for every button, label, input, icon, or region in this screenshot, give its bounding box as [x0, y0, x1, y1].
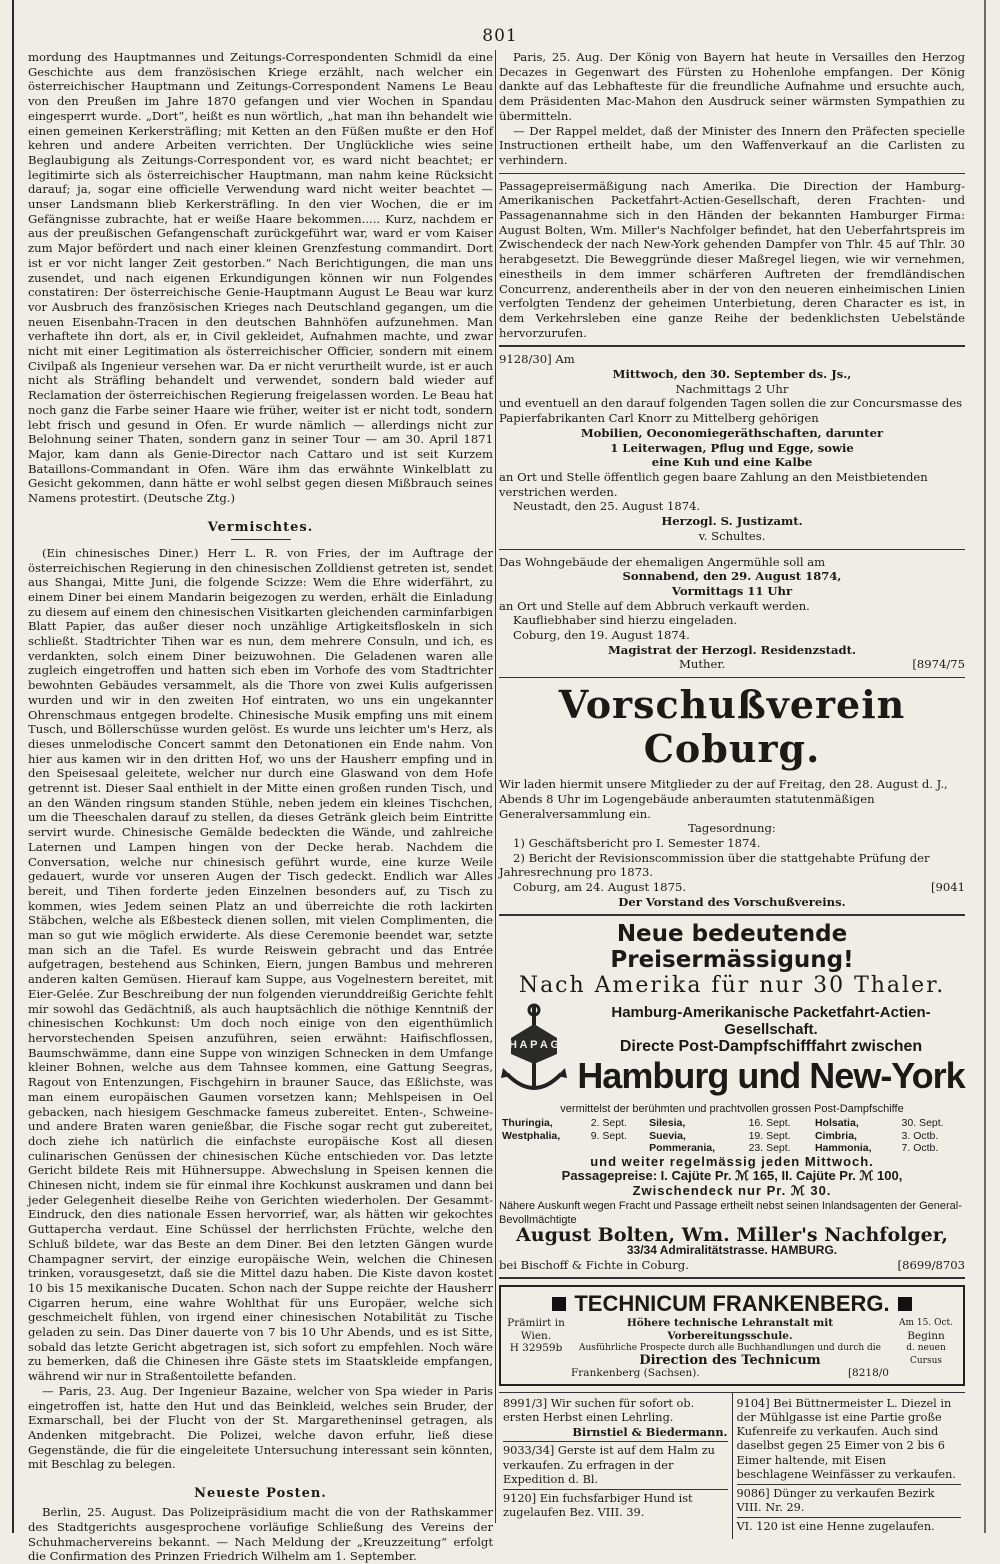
ad-angermuehle: [499, 555, 965, 673]
ad-hamburg-newyork: [499, 921, 965, 1272]
ad-name: v. Schultes.: [698, 528, 766, 543]
ship-name: Hammonia,: [814, 1142, 872, 1155]
divider: [231, 539, 291, 540]
ad-weekly: und weiter regelmässig jeden Mittwoch.: [590, 1153, 874, 1169]
ship-name: Thuringia,: [502, 1117, 553, 1130]
ad-agenda-item: 1) Geschäftsbericht pro I. Semester 1874.: [513, 835, 761, 850]
classified-text: 8991/3] Wir suchen für sofort ob. ersten Herbst einen Lehrling.: [503, 1396, 695, 1424]
ad-ref: [9041: [930, 880, 965, 895]
ship-date: 9. Sept.: [590, 1129, 627, 1142]
ad-vorschussverein: [499, 683, 965, 909]
ad-company: Hamburg-Amerikanische Packetfahrt-Actien-Gesellschaft.: [611, 1004, 931, 1039]
classified-text: 9086] Dünger zu verkaufen Bezirk VIII. Nr. 29.: [736, 1487, 935, 1515]
ad-direct: Directe Post-Dampfschifffahrt zwischen: [619, 1038, 923, 1056]
ad-agent: August Bolten, Wm. Miller's Nachfolger,: [516, 1224, 948, 1247]
ad-signature: Magistrat der Herzogl. Residenzstadt.: [607, 642, 857, 657]
ad-ref: [8699/8703: [897, 1257, 965, 1272]
ship-date: 16. Sept.: [748, 1117, 791, 1130]
ad-direction: Direction des Technicum: [639, 1352, 821, 1368]
schedule-row: [499, 1130, 965, 1143]
ad-technicum: [499, 1285, 965, 1386]
block-ornament-icon: [898, 1297, 912, 1311]
ad-title: TECHNICUM FRANKENBERG.: [574, 1291, 890, 1317]
ad-price: Passagepreise: I. Cajüte Pr. ℳ 165, II. Cajüte Pr. ℳ 100,: [561, 1168, 903, 1184]
ship-date: 30. Sept.: [901, 1117, 944, 1130]
classified-text: VI. 120 ist eine Henne zugelaufen.: [736, 1520, 935, 1534]
schedule-row: [499, 1117, 965, 1130]
classified-text: 9033/34] Gerste ist auf dem Halm zu verkaufen. Zu erfragen in der Expedition d. Bl.: [503, 1444, 715, 1486]
ad-route: Hamburg und New-York: [577, 1055, 965, 1097]
ad-start-date: Am 15. Oct.: [899, 1318, 953, 1329]
ship-date: 19. Sept.: [748, 1129, 791, 1142]
ad-ref: H 32959b: [509, 1342, 563, 1355]
ad-subtitle: Höhere technische Lehranstalt mit Vorbereitungsschule.: [626, 1317, 834, 1342]
anchor-logo-icon: [499, 1002, 569, 1098]
section-heading-neueste-posten: Neueste Posten.: [194, 1486, 327, 1502]
ad-time: Nachmittags 2 Uhr: [675, 381, 789, 396]
ad-ref: [8974/75: [912, 657, 965, 672]
ad-via: vermittelst der berühmten und prachtvollen grossen Post-Dampfschiffe: [560, 1103, 904, 1116]
right-column: [499, 50, 965, 1534]
ad-local-agent: bei Bischoff & Fichte in Coburg.: [499, 1257, 689, 1272]
ship-date: 3. Octb.: [901, 1129, 939, 1142]
article-le-beau: mordung des Hauptmannes und Zeitungs-Correspondenten Schmidl da eine Geschichte aus dem französischen Kriege erzählt, nach welcher ein österreichischer Hauptmann und Zeitungs-Correspondent Namens Le Beau von den Preußen im Jahre 1870 gefangen und vier Wochen in Spandau eingesperrt wurde. „Dort“, heißt es nun wörtlich, „hat man ihn behandelt wie einen gemeinen Kerkersträfling; mit Ketten an den Füßen mußte er den Hof kehren und andere Arbeiten verrichten. Der Unglückliche wies seine Beglaubigung als Zeitungs-Correspondent vor, es ward nicht beachtet; er legitimirte sich als österreichischer Hauptmann, man nahm keine Rücksicht darauf; ja, sogar eine officielle Verwendung ward nicht weiter beachtet — unser Landsmann blieb Kerkersträfling. In den vier Wochen, die er im Gefängnisse zubrachte, hat er weiße Haare bekommen..... Kurz, nachdem er aus der preußischen Gefangenschaft zurückgeführt war, ward er vom Kaiser zum Major befördert und nach einer kleinen Grenzfestung commandirt. Dort ist er vor nicht langer Zeit gestorben.“ Nach Berichtigungen, die man uns zusendet, und nach eigenen Erkundigungen können wir nun Folgendes constatiren: Der österreichische Genie-Hauptmann August Le Beau war kurz vor Ausbruch des französischen Krieges nach Deutschland gegangen, um die neuen Eisenbahn-Tracen in den deutschen Bahnhöfen aufzunehmen. Man verhaftete ihn dort, als er, in Civil gekleidet, Aufnahmen machte, und zwar nicht mit einer Legitimation als österreichischer Officier, sondern mit einem Civilpaß als Ingenieur versehen war. Da er nicht verurtheilt wurde, ist er auch nicht als Sträfling behandelt und verwendet, sondern bald wieder auf Reclamation der österreichischen Regierung freigelassen worden. Le Beau hat noch ganz die Farbe seiner Haare wie früher, weiter ist er nicht todt, sondern lebt frisch und gesund in Ofen. Er wurde nämlich — allerdings nicht zur Belohnung seiner Thaten, sondern ganz in seiner Tour — am 30. April 1871 Major, kam dann als Genie-Director nach Cattaro und ist seit Kurzem Bataillons-Commandant in Ofen. Wäre ihm das erwähnte Winkelblatt zu Gesicht gekommen, dann hätte er wohl selbst gegen diesen Mißbrauch seines Namens protestirt. (Deutsche Ztg.): [28, 50, 493, 506]
ad-start-label: Beginn: [907, 1329, 945, 1342]
ad-subheadline: Nach Amerika für nur 30 Thaler.: [518, 973, 946, 999]
ad-title: Vorschußverein Coburg.: [558, 682, 906, 772]
ship-name: Suevia,: [649, 1129, 686, 1142]
classified-text: 9120] Ein fuchsfarbiger Hund ist zugelaufen Bez. VIII. 39.: [503, 1492, 693, 1520]
ship-name: Holsatia,: [814, 1117, 859, 1130]
page-edge-left: [12, 0, 14, 1533]
ad-signature: Der Vorstand des Vorschußvereins.: [618, 894, 846, 909]
ad-zwischendeck: Zwischendeck nur Pr. ℳ 30.: [632, 1183, 832, 1199]
ad-address: 33/34 Admiralitätstrasse. HAMBURG.: [626, 1242, 838, 1257]
divider: [499, 914, 965, 916]
section-heading-vermischtes: Vermischtes.: [207, 519, 314, 535]
ad-name: Muther.: [679, 657, 726, 672]
ship-name: [499, 1142, 588, 1155]
article-paris-bazaine: — Paris, 23. Aug. Der Ingenieur Bazaine, welcher von Spa wieder in Paris eingetroffen ist, hatte den Hut und das Beinkleid, welches sein Bruder, der Exmarschall, bei der Flucht von der St. Margaretheninsel getragen, als Andenken mitgebracht. Die Polizei, welche davon erfuhr, ließ diese Gegenstände, die für die eingeleitete Untersuchung interessant sein könnten, mit Beschlag zu belegen.: [28, 1383, 493, 1472]
logo-text: H A P A G: [508, 1039, 560, 1052]
divider: [499, 173, 965, 174]
classified-ads: [499, 1392, 965, 1539]
ship-name: Cimbria,: [814, 1129, 857, 1142]
schedule-row: [499, 1142, 965, 1155]
notice-passage-price: Passagepreisermäßigung nach Amerika. Die Direction der Hamburg-Amerikanischen Packetfahrt-Actien-Gesellschaft, deren Frachten- und Passagenannahme sich in den Händen der bekannten Hamburger Firma: August Bolten, Wm. Miller's Nachfolger befindet, hat den Ueberfahrtspreis im Zwischendeck der nach New-York gehenden Dampfer von Thlr. 45 auf Thlr. 30 herabgesetzt. Die Beweggründe dieser Maßregel liegen, wie wir vernehmen, einestheils in dem immer schärferen Auftreten der fremdländischen Concurrenz, anderentheils aber in der von den neueren einheimischen Linien verfolgten Tendenz der geheimen Unterbietung, deren Character es ist, in dem Verkehrsleben eine ganze Reihe der bedenklichsten Uebelstände hervorzurufen.: [499, 178, 965, 340]
ad-body: Das Wohngebäude der ehemaligen Angermühle soll am: [499, 554, 826, 569]
ship-date: [588, 1142, 646, 1155]
ad-body: Kaufliebhaber sind hierzu eingeladen.: [513, 613, 738, 628]
classified-ad: [737, 1485, 962, 1518]
ad-items: Mobilien, Oeconomiegeräthschaften, darunter: [580, 425, 884, 440]
ad-body: und eventuell an den darauf folgenden Tagen sollen die zur Concursmasse des Papierfabrikanten Carl Knorr zu Mittelberg gehörigen: [499, 396, 963, 426]
ad-body: an Ort und Stelle auf dem Abbruch verkauft werden.: [499, 598, 810, 613]
classified-ad: [503, 1490, 728, 1522]
ship-name: Westphalia,: [502, 1129, 561, 1142]
ad-time: Vormittags 11 Uhr: [671, 583, 793, 598]
classified-text: 9104] Bei Büttnermeister L. Diezel in der Mühlgasse ist eine Partie große Kufenreife zu verkaufen. Auch sind daselbst gegen 25 Eimer von 2 bis 6 Eimer haltende, mit Eisen beschlagene Weinfässer zu verkaufen.: [736, 1396, 956, 1481]
ad-body: Wir laden hiermit unsere Mitglieder zu der auf Freitag, den 28. August d. J., Abends 8 Uhr im Logengebäude anberaumten statutenmäßigen Generalversammlung ein.: [499, 777, 948, 821]
ad-body: an Ort und Stelle öffentlich gegen baare Zahlung an den Meistbietenden verstrichen werden.: [499, 469, 928, 499]
ad-place: Neustadt, den 25. August 1874.: [513, 499, 701, 514]
ad-items: 1 Leiterwagen, Pflug und Egge, sowie: [610, 440, 854, 455]
ship-date: 2. Sept.: [590, 1117, 627, 1130]
ship-date: 7. Octb.: [901, 1142, 939, 1155]
article-rappel: — Der Rappel meldet, daß der Minister des Innern den Präfecten specielle Instructionen ertheilt habe, um den Waffenverkauf an die Carlisten zu verhindern.: [499, 123, 965, 167]
ship-name: Pommerania,: [649, 1142, 716, 1155]
ship-date: 23. Sept.: [748, 1142, 791, 1155]
article-paris-king: Paris, 25. Aug. Der König von Bayern hat heute in Versailles den Herzog Decazes in Gegenwart des Fürsten zu Hohenlohe empfangen. Der König dankte auf das Lebhafteste für die freundliche Aufnahme und ersuchte auch, dem Präsidenten Mac-Mahon den Ausdruck seiner wärmsten Sympathien zu übermitteln.: [499, 50, 965, 123]
ad-agenda-title: Tagesordnung:: [688, 821, 776, 836]
left-column: [28, 50, 493, 1564]
classified-ad: [737, 1395, 962, 1485]
ad-ref: [8218/0: [847, 1367, 889, 1380]
divider: [499, 345, 965, 347]
page-edge-right: [984, 0, 986, 1533]
ad-agenda-item: 2) Bericht der Revisionscommission über die stattgehabte Prüfung der Jahresrechnung pro 1873.: [499, 850, 930, 880]
ad-award: Prämiirt in Wien.: [507, 1317, 565, 1342]
divider: [499, 677, 965, 678]
ad-date: Sonnabend, den 29. August 1874,: [622, 569, 842, 584]
ad-date: Mittwoch, den 30. September ds. Js.,: [612, 367, 852, 382]
ad-place: Frankenberg (Sachsen).: [571, 1367, 700, 1380]
classified-ad: [737, 1518, 962, 1536]
ad-signature: Herzogl. S. Justizamt.: [661, 514, 803, 529]
ad-headline: Neue bedeutende Preisermässigung!: [610, 921, 854, 974]
ad-prospect: Ausführliche Prospecte durch alle Buchhandlungen und durch die: [578, 1343, 882, 1354]
ad-place: Coburg, den 19. August 1874.: [513, 628, 690, 643]
ad-ref: 9128/30] Am: [499, 352, 575, 367]
page-number: 801: [482, 26, 518, 46]
ad-auction-knorr: [499, 352, 965, 543]
ad-place: Coburg, am 24. August 1875.: [513, 880, 687, 895]
article-berlin: Berlin, 25. August. Das Polizeipräsidium macht die von der Rathskammer des Stadtgerichts ausgesprochene vorläufige Schließung des Vereins der Schuhmachervereins bekannt. — Nach Meldung der „Kreuzzeitung“ erfolgt die Confirmation des Prinzen Friedrich Wilhelm am 1. September.: [28, 1505, 493, 1564]
article-chinese-dinner: (Ein chinesisches Diner.) Herr L. R. von Fries, der im Auftrage der österreichischen Regierung in den chinesischen Zolldienst getreten ist, sendet aus Shangai, Mitte Juni, die folgende Scizze: Wem die Ehre widerfährt, zu einem Diner bei einem Mandarin beigezogen zu werden, erhält die Einladung zu diesem auf einem den chinesischen Visitkarten gleichenden carminfarbigen Blatt Papier, das außer dieser noch unzählige Artigkeitsfloskeln in sich schließt. Stadtrichter Tihen war es nun, dem mehrere Consuln, und ich, es verdankten, solch einem Diner beizuwohnen. Die Geladenen waren alle zugleich eingetroffen und hatten sich eben im Vorhofe des vom Stadtrichter bewohnten Gebäudes versammelt, als die Thore von zwei Kulis aufgerissen wurden und wir in den zweiten Hof eintraten, wo uns ein ungekannter Ohrenschmaus entgegen brodelte. Chinesische Musik empfing uns mit einem Tusch, und Böllerschüsse wurden gelöst. Es wurde uns leichter um's Herz, als dieses unmelodische Concert sammt den Detonationen ein Ende nahm. Von hier aus kamen wir in den dritten Hof, wo uns der Hausherr empfing und in den Speisesaal geleitete, welcher nur durch eine Glaswand von dem Hofe getrennt ist. Dieser Saal enthielt in der Mitte einen großen runden Tisch, und an den Wänden ringsum standen Stühle, neben jedem ein kleines Tischchen, um die Theeschalen darauf zu stellen, da dieses Getränk gleich beim Eintritte servirt wurde. Chinesische Gemälde bedeckten die Wände, und zahlreiche Laternen und Lampen hingen von der Decke herab. Nachdem die Conversation, welche nur chinesisch geführt wurde, eine kurze Weile gedauert, wurde vor unseren Augen der Tisch gedeckt. Endlich war Alles bereit, und Tihen forderte jeden Einzelnen besonders auf, zu Tisch zu kommen, wies Jedem seinen Platz an und überreichte die roth lackirten Stäbchen, welche als Eßbesteck dienen sollen, mit vielen Complimenten, die man so gut wie möglich erwiderte. Als diese Ceremonie beendet war, setzte man sich an die Tafel. Es wurde Reiswein gebracht und das Entrée aufgetragen, bestehend aus Schinken, Eiern, jungen Bambus und mehreren anderen kalten Gemüsen. Hierauf kam Suppe, aus Vogelnestern bereitet, mit Eier-Gelée. Zur Beschreibung der nun folgenden vierunddreißig Gerichte fehlt mir sowohl das Gedächtniß, als auch hauptsächlich die nöthige Kenntniß der chinesischen Kochkunst: Um doch noch einige von den eigenthümlich hervorstechenden Speisen anzuführen, seien erwähnt: Haifischflossen, Baumschwämme, dann eine Suppe von winzigen Schnecken in dem Umfange kleiner Bohnen, welche aus dem Tahnsee kommen, eine Gattung Seegras, Ragout von Entenzungen, Fischgehirn in brauner Sauce, das Eßlichste, was man einem europäischen Gaumen vorsetzen kann; Mehlspeisen in Oel gebacken, nach hiesigem Geschmacke fameus zubereitet. Enten-, Schweine- und andere Braten waren genießbar, die Fische sogar recht gut zubereitet, doch ziehe ich natürlich die einfachste europäische Kost all diesen culinarischen Genüssen der chinesischen Küche entschieden vor. Das letzte Gericht bildete Reis mit Hühnersuppe. Abwechslung in Speisen kennen die Chinesen nicht, indem sie für einmal ihre Kochkunst auskramen und dann bei jeder Gelegenheit dieselbe Reihe von Gerichten wiederholen. Der Gesammt-Eindruck, den dies nationale Essen hervorrief, war, als hätten wir gekochtes Guttapercha verdaut. Eine Schüssel der herrlichsten Früchte, welche den Schluß bildete, war das Beste an dem Diner. Bei den letzten Gängen wurde Champagner servirt, der einzige europäische Wein, welchen die Chinesen trinken, vorausgesetzt, daß sie die Mittel dazu haben. Die Kiste davon kostet 10 bis 15 mexikanische Ducaten. Schon nach der Suppe reichte der Hausherr Cigarren herum, eine wahre Wohlthat für uns Europäer, welche sich geschmeichelt fühlen, von irgend einer chinesischen Notabilität zu Tische geladen zu sein. Das Diner dauerte von 7 bis 10 Uhr Abends, und es ist Sitte, sobald das letzte Gericht abgetragen ist, sich sofort zu empfehlen. Noch wäre zu bemerken, daß die Chinesen ihre Gäste stets im Staatskleide empfangen, während wir nur in Straßentoilette befanden.: [28, 545, 493, 1384]
classified-ad: [503, 1442, 728, 1490]
ad-items: eine Kuh und eine Kalbe: [651, 455, 813, 470]
ad-info: Nähere Auskunft wegen Fracht und Passage ertheilt nebst seinen Inlandsagenten der General-Bevollmächtigte: [499, 1199, 962, 1227]
ad-start-note: d. neuen Cursus: [906, 1343, 946, 1366]
block-ornament-icon: [552, 1297, 566, 1311]
column-divider: [495, 50, 496, 1523]
divider: [499, 549, 965, 550]
classified-firm: Birnstiel & Biedermann.: [572, 1425, 728, 1440]
ship-name: Silesia,: [649, 1117, 686, 1130]
ship-schedule-table: [499, 1117, 965, 1155]
divider: [499, 1277, 965, 1279]
classified-ad: [503, 1395, 728, 1443]
